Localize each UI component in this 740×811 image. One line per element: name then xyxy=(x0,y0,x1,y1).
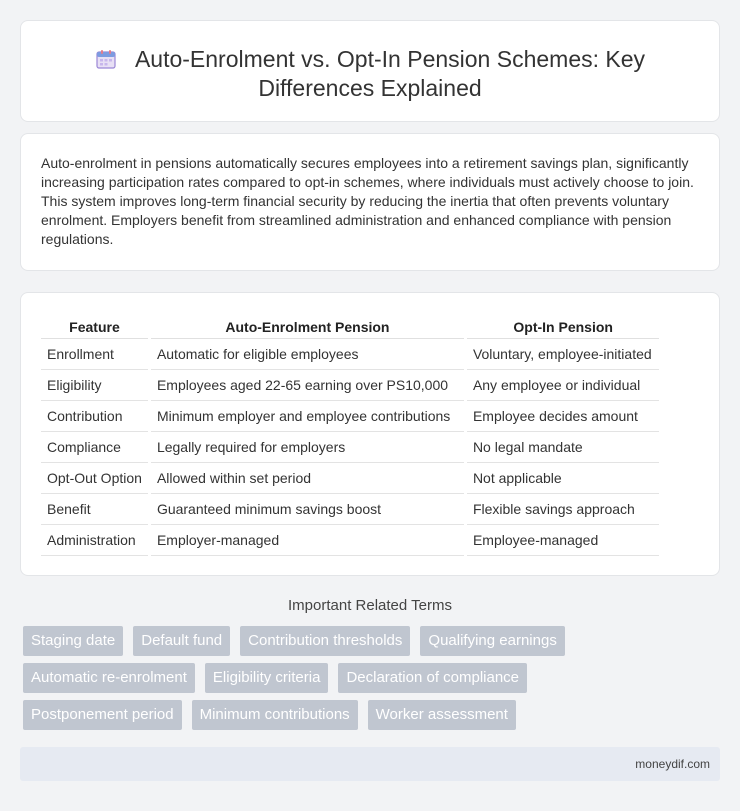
term-tag[interactable]: Eligibility criteria xyxy=(205,663,329,693)
cell-auto: Automatic for eligible employees xyxy=(149,338,465,369)
title-line-1: Auto-Enrolment vs. Opt-In Pension Schemes: Key xyxy=(134,46,646,72)
header-auto-enrolment: Auto-Enrolment Pension xyxy=(149,317,465,338)
cell-auto: Minimum employer and employee contributions xyxy=(149,400,465,431)
cell-auto: Allowed within set period xyxy=(149,462,465,493)
cell-optin: Any employee or individual xyxy=(465,369,659,400)
table-row xyxy=(41,338,659,369)
cell-optin: Not applicable xyxy=(465,462,659,493)
cell-feature: Benefit xyxy=(41,493,149,524)
title-line-2: Differences Explained xyxy=(258,75,482,101)
term-tag[interactable]: Staging date xyxy=(23,626,123,656)
table-row xyxy=(41,524,659,555)
cell-optin: No legal mandate xyxy=(465,431,659,462)
calendar-icon xyxy=(95,48,117,70)
footer xyxy=(20,747,720,781)
cell-feature: Contribution xyxy=(41,400,149,431)
term-tag[interactable]: Default fund xyxy=(133,626,230,656)
table-row xyxy=(41,400,659,431)
cell-feature: Eligibility xyxy=(41,369,149,400)
cell-feature: Administration xyxy=(41,524,149,555)
cell-feature: Opt-Out Option xyxy=(41,462,149,493)
table-row xyxy=(41,493,659,524)
term-tag[interactable]: Worker assessment xyxy=(368,700,516,730)
table-header-row xyxy=(41,317,659,338)
tag-row xyxy=(20,663,720,693)
cell-optin: Voluntary, employee-initiated xyxy=(465,338,659,369)
table-row xyxy=(41,431,659,462)
cell-auto: Legally required for employers xyxy=(149,431,465,462)
header-opt-in: Opt-In Pension xyxy=(465,317,659,338)
cell-auto: Employer-managed xyxy=(149,524,465,555)
cell-auto: Guaranteed minimum savings boost xyxy=(149,493,465,524)
related-terms-list xyxy=(20,626,720,737)
tag-row xyxy=(20,700,720,730)
comparison-table xyxy=(41,317,659,556)
term-tag[interactable]: Declaration of compliance xyxy=(338,663,527,693)
term-tag[interactable]: Qualifying earnings xyxy=(420,626,564,656)
title-card xyxy=(20,20,720,122)
cell-feature: Enrollment xyxy=(41,338,149,369)
table-row xyxy=(41,462,659,493)
cell-feature: Compliance xyxy=(41,431,149,462)
term-tag[interactable]: Contribution thresholds xyxy=(240,626,410,656)
cell-optin: Employee decides amount xyxy=(465,400,659,431)
related-terms-title: Important Related Terms xyxy=(288,597,452,614)
cell-optin: Employee-managed xyxy=(465,524,659,555)
comparison-card xyxy=(20,292,720,576)
term-tag[interactable]: Minimum contributions xyxy=(192,700,358,730)
cell-auto: Employees aged 22-65 earning over PS10,000 xyxy=(149,369,465,400)
page-title xyxy=(21,45,719,103)
term-tag[interactable]: Automatic re-enrolment xyxy=(23,663,195,693)
tag-row xyxy=(20,626,720,656)
intro-card xyxy=(20,133,720,271)
term-tag[interactable]: Postponement period xyxy=(23,700,182,730)
intro-paragraph: Auto-enrolment in pensions automatically secures employees into a retirement savings plan, significantly increasing participation rates compared to opt-in schemes, where individuals must actively choose to join. This system improves long-term financial security by reducing the inertia that often prevents voluntary enrolment. Employers benefit from streamlined administration and enhanced compliance with pension regulations. xyxy=(41,155,694,247)
table-row xyxy=(41,369,659,400)
footer-site[interactable]: moneydif.com xyxy=(635,757,710,771)
header-feature: Feature xyxy=(41,317,149,338)
cell-optin: Flexible savings approach xyxy=(465,493,659,524)
